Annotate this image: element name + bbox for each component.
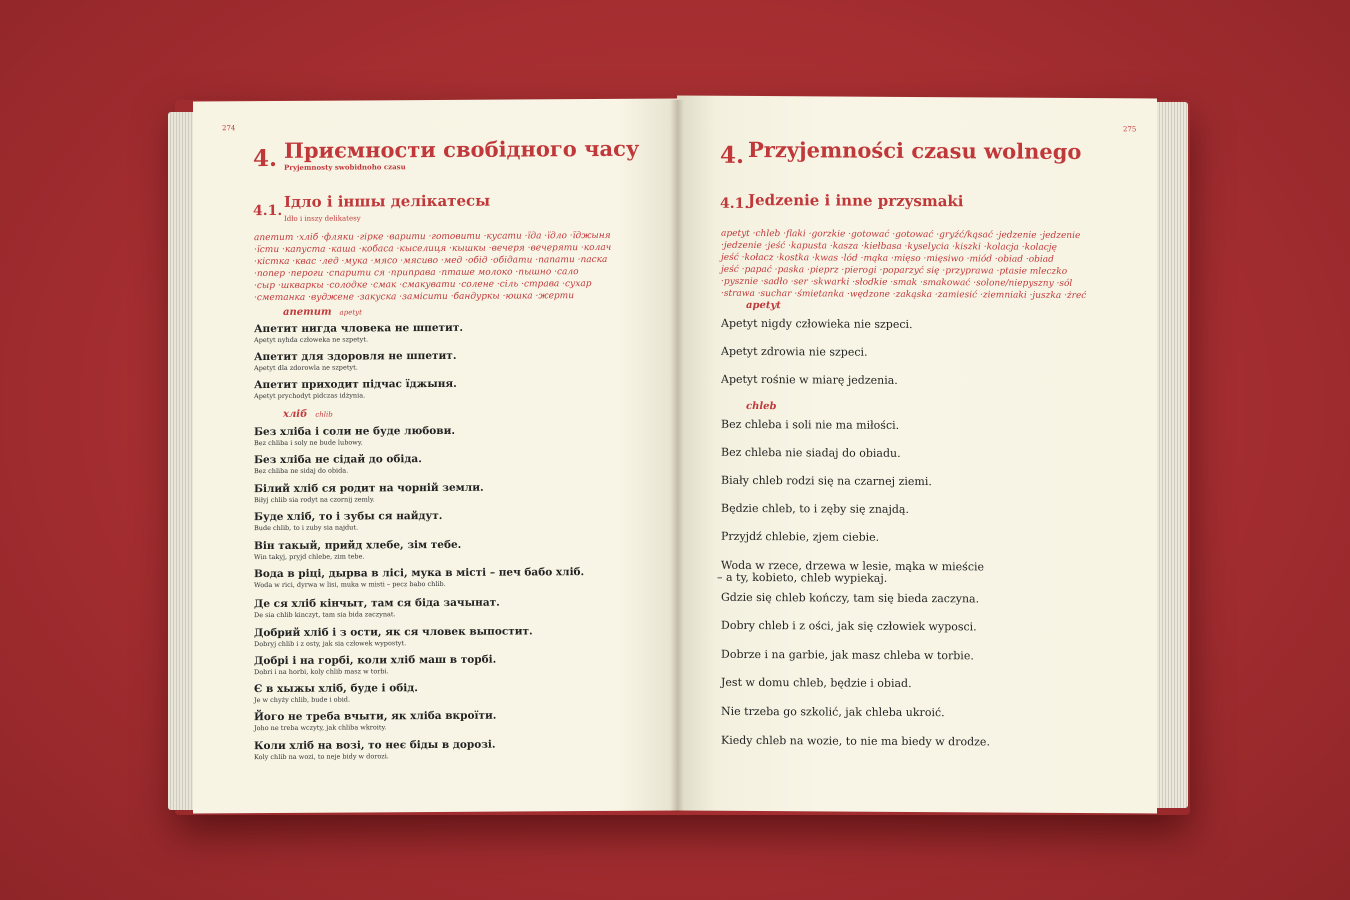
proverb: – a ty, kobieto, chleb wypiekaj. [717, 570, 888, 585]
proverb [254, 739, 496, 761]
proverb-translit: Apetyt dla zdorowla ne szpetyt. [254, 363, 358, 373]
section-subtitle: Idło i inszy delikatesy [284, 214, 361, 223]
keyword: хліб [283, 408, 308, 420]
proverb: Dobrze i na garbie, jak masz chleba w torbie. [721, 647, 974, 663]
section-number: 4.1. [720, 195, 750, 212]
vocab-line: apetyt ·chleb ·flaki ·gorzkie ·gotować ·gotować ·gryźć/kąsać ·jedzenie ·jedzenie [721, 228, 1081, 241]
proverb [254, 322, 463, 344]
book-gutter [670, 100, 684, 812]
proverb [254, 597, 500, 620]
proverb-text: Білий хліб ся родит на чорній земли. [254, 481, 484, 496]
keyword-heading [283, 306, 362, 317]
proverb: Gdzie się chleb kończy, tam się bieda zaczyna. [721, 590, 980, 606]
proverb: Woda w rzece, drzewa w lesie, mąka w mieście [721, 558, 985, 574]
proverb-text: Добрий хліб і з ости, як ся чловек выпостит. [254, 625, 533, 640]
section-number: 4.1. [253, 202, 283, 220]
proverb-translit: Joho ne treba wczyty, jak chliba wkroity. [254, 723, 387, 733]
proverb-translit: Bez chliba ne sidaj do obida. [254, 466, 349, 476]
section-title: Ідло і іншы делікатесы [284, 191, 491, 211]
proverb [254, 425, 455, 447]
proverb-text: Без хліба не сідай до обіда. [254, 453, 422, 467]
proverb-translit: Je w chyży chlib, bude i obid. [254, 695, 351, 705]
chapter-number: 4. [720, 141, 745, 169]
proverb-text: Добрі і на горбі, коли хліб маш в торбі. [254, 653, 497, 668]
proverb-translit: Win takyj, pryjd chlebe, zim tebe. [254, 552, 365, 562]
vocabulary-list [254, 230, 664, 305]
proverb-translit: De sia chlib kinczyt, tam sia bida zaczynat. [254, 610, 396, 620]
proverb: Jest w domu chleb, będzie i obiad. [721, 675, 912, 690]
proverb-text: Вода в ріці, дырва в лісі, мука в місті – печ бабо хліб. [254, 566, 585, 581]
vocab-line: jeść ·papać ·paska ·pieprz ·pierogi ·poparzyć się ·przyprawa ·ptasie mleczko [721, 264, 1068, 277]
proverb [254, 682, 418, 704]
vocab-line: ·pysznie ·sadło ·ser ·skwarki ·słodkie ·smak ·smakować ·solone/niepyszny ·sól [721, 276, 1073, 289]
page-number: 275 [1123, 125, 1137, 134]
proverb: Nie trzeba go szkolić, jak chleba ukroić. [721, 704, 945, 720]
right-page [677, 96, 1157, 814]
proverb: Biały chleb rodzi się na czarnej ziemi. [721, 473, 932, 489]
proverb-translit: Biłyj chlib sia rodyt na czornij zemly. [254, 495, 375, 505]
proverb-text: Де ся хліб кінчыт, там ся біда зачынат. [254, 596, 500, 611]
keyword-translit: chlib [315, 410, 333, 419]
keyword-heading: chleb [746, 400, 777, 413]
vocab-line: ·їсти ·капуста ·каша ·кобаса ·кыселиця ·кышкы ·вечеря ·вечеряти ·колач [254, 242, 612, 256]
proverb-text: Він такый, прийд хлебе, зім тебе. [254, 538, 462, 553]
proverb-translit: Dobri i na horbi, koly chlib masz w torbi. [254, 667, 389, 677]
proverb-text: Його не треба вчыти, як хліба вкроїти. [254, 709, 497, 724]
vocabulary-list [721, 228, 1141, 303]
chapter-number: 4. [253, 144, 278, 173]
keyword: апетит [283, 306, 332, 318]
keyword-heading: apetyt [746, 299, 781, 312]
vocab-line: jeść ·kołacz ·kostka ·kwas ·lód ·mąka ·mięso ·mięsiwo ·miód ·obiad ·obiad [721, 252, 1054, 265]
proverb-translit: Apetyt prychodyt pidczas idżynia. [254, 391, 366, 401]
proverb: Będzie chleb, to i zęby się znajdą. [721, 501, 909, 516]
proverb: Przyjdź chlebie, zjem ciebie. [721, 529, 880, 544]
proverb: Kiedy chleb na wozie, to nie ma biedy w drodze. [721, 733, 990, 749]
vocab-line: ·кістка ·квас ·лед ·мука ·мясо ·мясиво ·мед ·обід ·обідати ·папати ·паска [254, 254, 608, 268]
proverb [254, 710, 496, 732]
proverb: Apetyt nigdy człowieka nie szpeci. [721, 316, 913, 331]
proverb-text: Коли хліб на возі, то неє біды в дорозі. [254, 738, 496, 753]
proverb-text: Без хліба і соли не буде любови. [254, 424, 456, 439]
chapter-title: Приємности свобідного часу [284, 135, 640, 163]
proverb: Bez chleba nie siadaj do obiadu. [721, 445, 901, 460]
proverb [254, 378, 457, 400]
keyword-heading [283, 409, 333, 420]
page-number: 274 [222, 124, 236, 133]
vocab-line: ·strawa ·suchar ·śmietanka ·wędzone ·zakąska ·zamiesić ·ziemniaki ·juszka ·żreć [721, 288, 1087, 302]
proverb-text: Буде хліб, то і зубы ся найдут. [254, 509, 443, 524]
left-page [193, 99, 677, 814]
vocab-line: ·сыр ·шкваркы ·солодке ·смак ·смакувати ·солене ·сіль ·страва ·сухар [254, 279, 592, 292]
proverb-translit: Bez chliba i soly ne bude lubowy. [254, 438, 363, 448]
proverb-translit: Apetyt nyhda człoweka ne szpetyt. [254, 335, 369, 345]
proverb: Dobry chleb i z ości, jak się człowiek wyposci. [721, 618, 977, 634]
proverb [254, 654, 496, 676]
proverb-translit: Woda w rici, dyrwa w lisi, muka w misti – pecz babo chlib. [254, 579, 446, 590]
proverb [254, 350, 456, 372]
proverb: Bez chleba i soli nie ma miłości. [721, 417, 900, 432]
proverb-text: Апетит нигда чловека не шпетит. [254, 321, 463, 336]
proverb [254, 482, 484, 504]
proverb-translit: Koly chlib na wozi, to neje bidy w dorozi. [254, 752, 389, 762]
proverb [254, 539, 461, 561]
vocab-line: ·jedzenie ·jeść ·kapusta ·kasza ·kiełbasa ·kyselycia ·kiszki ·kolacja ·kolację [721, 240, 1057, 253]
proverb: Apetyt zdrowia nie szpeci. [721, 344, 868, 359]
proverb [254, 510, 442, 532]
chapter-subtitle: Pryjemnosty swobidnoho czasu [284, 162, 406, 172]
vocab-line: ·попер ·пероги ·спарити ся ·приправа ·пташе молоко ·пышно ·сало [254, 267, 579, 280]
proverb [254, 453, 422, 475]
vocab-line: ·сметанка ·вуджене ·закуска ·замісити ·бандуркы ·юшка ·жерти [254, 291, 575, 304]
proverb [254, 566, 584, 589]
vocab-line: апетит ·хліб ·фляки ·гірке ·варити ·готовити ·кусати ·їда ·їдло ·їджыня [254, 230, 611, 244]
chapter-title: Przyjemności czasu wolnego [748, 136, 1082, 165]
proverb-text: Апетит для здоровля не шпетит. [254, 349, 457, 364]
keyword-translit: apetyt [339, 308, 362, 317]
proverb-text: Апетит приходит підчас їджыня. [254, 377, 457, 392]
proverb-translit: Dobryj chlib i z osty, jak sia człowek wypostyt. [254, 639, 407, 649]
proverb-text: Є в хыжы хліб, буде і обід. [254, 682, 418, 696]
proverb [254, 625, 533, 648]
section-title: Jedzenie i inne przysmaki [748, 190, 964, 211]
proverb-translit: Bude chlib, to i zuby sia najdut. [254, 523, 359, 533]
proverb: Apetyt rośnie w miarę jedzenia. [721, 372, 898, 387]
